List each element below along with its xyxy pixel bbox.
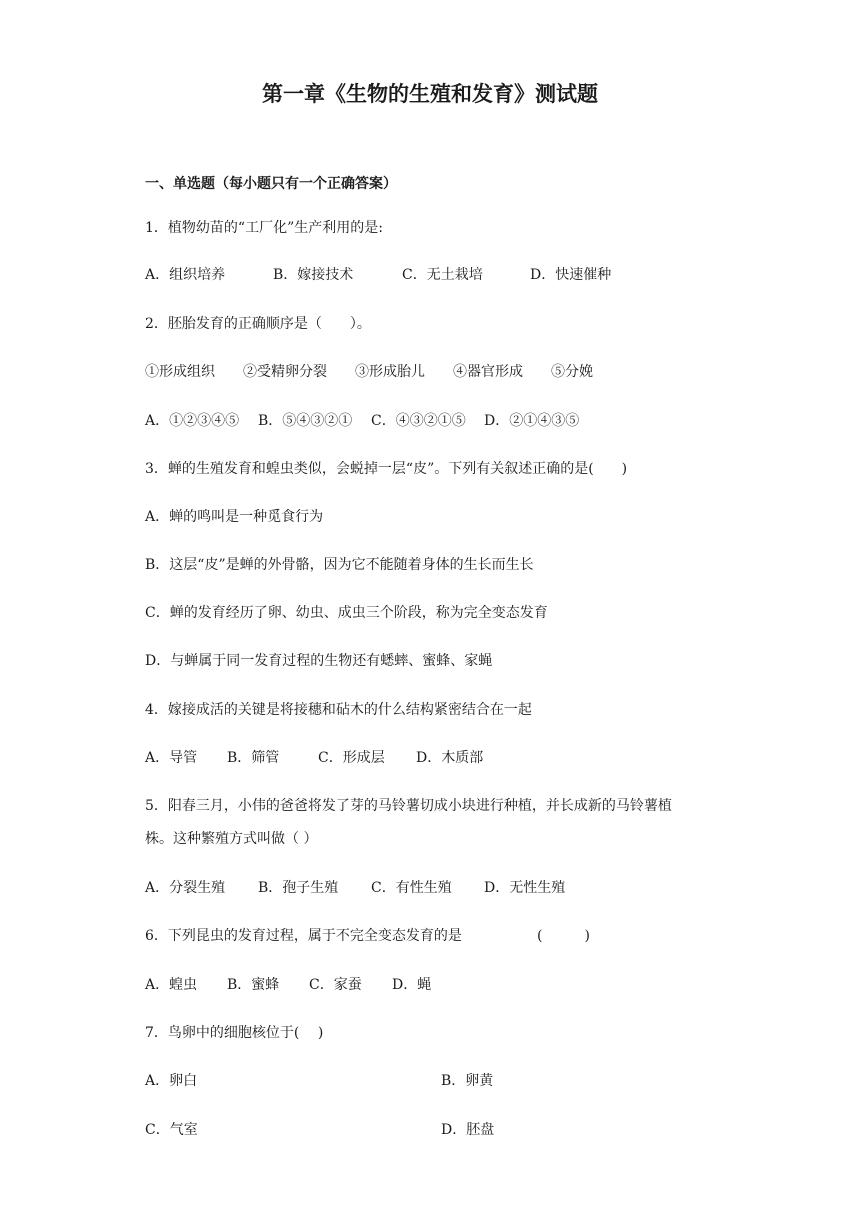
question-2-option-b: B．⑤④③②①	[258, 413, 353, 429]
question-2-option-a: A．①②③④⑤	[145, 413, 240, 429]
question-7-option-a: A．卵白	[145, 1073, 198, 1089]
question-1-option-d: D．快速催种	[530, 267, 612, 283]
question-6-option-d: D．蝇	[392, 977, 432, 993]
question-5-stem-line2: 株。这种繁殖方式叫做（ ）	[145, 831, 318, 847]
question-6-option-a: A．蝗虫	[145, 977, 198, 993]
question-5-option-c: C．有性生殖	[371, 880, 452, 896]
question-6-option-b: B．蜜蜂	[227, 977, 280, 993]
question-6-option-c: C．家蚕	[309, 977, 362, 993]
question-4-option-c: C．形成层	[318, 750, 385, 766]
question-6-blank: ( )	[537, 928, 590, 944]
page-title: 第一章《生物的生殖和发育》测试题	[262, 82, 598, 106]
question-2-option-c: C．④③②①⑤	[371, 413, 466, 429]
question-2-stem: 2．胚胎发育的正确顺序是（ ）。	[145, 316, 371, 332]
question-2-option-d: D．②①④③⑤	[484, 413, 580, 429]
question-5-option-d: D．无性生殖	[484, 880, 566, 896]
question-1-option-c: C．无土栽培	[402, 267, 483, 283]
question-5-stem-line1: 5．阳春三月，小伟的爸爸将发了芽的马铃薯切成小块进行种植，并长成新的马铃薯植	[145, 798, 672, 814]
question-3-option-c: C．蝉的发育经历了卵、幼虫、成虫三个阶段，称为完全变态发育	[145, 605, 548, 621]
question-2-items: ①形成组织 ②受精卵分裂 ③形成胎儿 ④器官形成 ⑤分娩	[145, 364, 593, 380]
question-6-stem: 6．下列昆虫的发育过程，属于不完全变态发育的是	[145, 928, 462, 944]
question-7-stem: 7．鸟卵中的细胞核位于( )	[145, 1025, 324, 1041]
question-1-option-a: A．组织培养	[145, 267, 226, 283]
question-4-option-b: B．筛管	[227, 750, 280, 766]
question-3-option-d: D．与蝉属于同一发育过程的生物还有蟋蟀、蜜蜂、家蝇	[145, 653, 493, 669]
section-heading: 一、单选题（每小题只有一个正确答案）	[145, 176, 397, 192]
question-4-option-a: A．导管	[145, 750, 198, 766]
question-7-option-c: C．气室	[145, 1122, 198, 1138]
question-4-stem: 4．嫁接成活的关键是将接穗和砧木的什么结构紧密结合在一起	[145, 702, 532, 718]
question-3-option-a: A．蝉的鸣叫是一种觅食行为	[145, 509, 324, 525]
question-4-option-d: D．木质部	[416, 750, 484, 766]
question-1-option-b: B．嫁接技术	[273, 267, 354, 283]
question-1-stem: 1．植物幼苗的“工厂化”生产利用的是:	[145, 220, 383, 236]
question-5-option-a: A．分裂生殖	[145, 880, 226, 896]
question-3-option-b: B．这层“皮”是蝉的外骨骼，因为它不能随着身体的生长而生长	[145, 557, 534, 573]
question-5-option-b: B．孢子生殖	[258, 880, 339, 896]
question-7-option-b: B．卵黄	[441, 1073, 494, 1089]
question-3-stem: 3．蝉的生殖发育和蝗虫类似，会蜕掉一层“皮”。下列有关叙述正确的是( )	[145, 461, 628, 477]
question-7-option-d: D．胚盘	[441, 1122, 495, 1138]
